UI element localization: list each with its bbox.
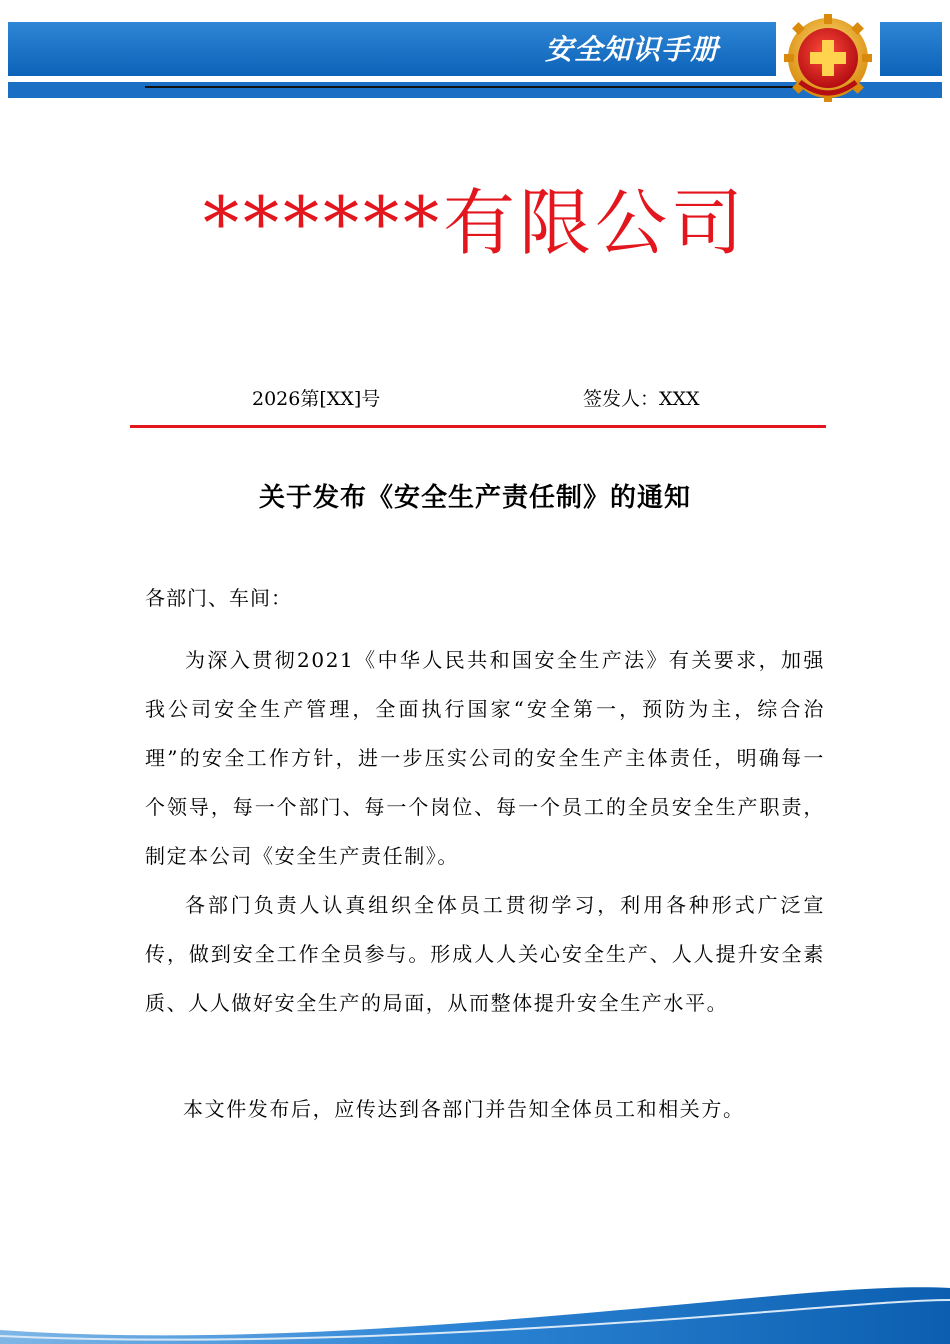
header-title: 安全知识手册 — [545, 33, 720, 66]
closing-statement: 本文件发布后，应传达到各部门并告知全体员工和相关方。 — [183, 1097, 745, 1121]
footer-wave — [0, 1270, 950, 1344]
paragraph: 为深入贯彻2021《中华人民共和国安全生产法》有关要求，加强我公司安全生产管理，全面执行国家“安全第一，预防为主，综合治理”的安全工作方针，进一步压实公司的安全生产主体责任，明确每一个领导，每一个部门、每一个岗位、每一个员工的全员安全生产职责，制定本公司《安全生产责任制》。 — [145, 648, 825, 868]
red-divider — [130, 425, 826, 428]
page-header — [0, 0, 950, 110]
notice-title: 关于发布《安全生产责任制》的通知 — [258, 483, 691, 513]
signer: 签发人：XXX — [583, 388, 700, 410]
paragraph: 各部门负责人认真组织全体员工贯彻学习，利用各种形式广泛宣传，做到安全工作全员参与。形成人人关心安全生产、人人提升安全素质、人人做好安全生产的局面，从而整体提升安全生产水平。 — [145, 893, 825, 1015]
document-number: 2026第[XX]号 — [252, 388, 381, 410]
salutation: 各部门、车间： — [145, 586, 292, 610]
safety-emblem-icon — [782, 12, 874, 104]
company-name: ******有限公司 — [202, 181, 747, 265]
notice-body — [145, 582, 825, 1028]
header-band-right — [880, 22, 942, 76]
header-divider — [145, 86, 805, 88]
